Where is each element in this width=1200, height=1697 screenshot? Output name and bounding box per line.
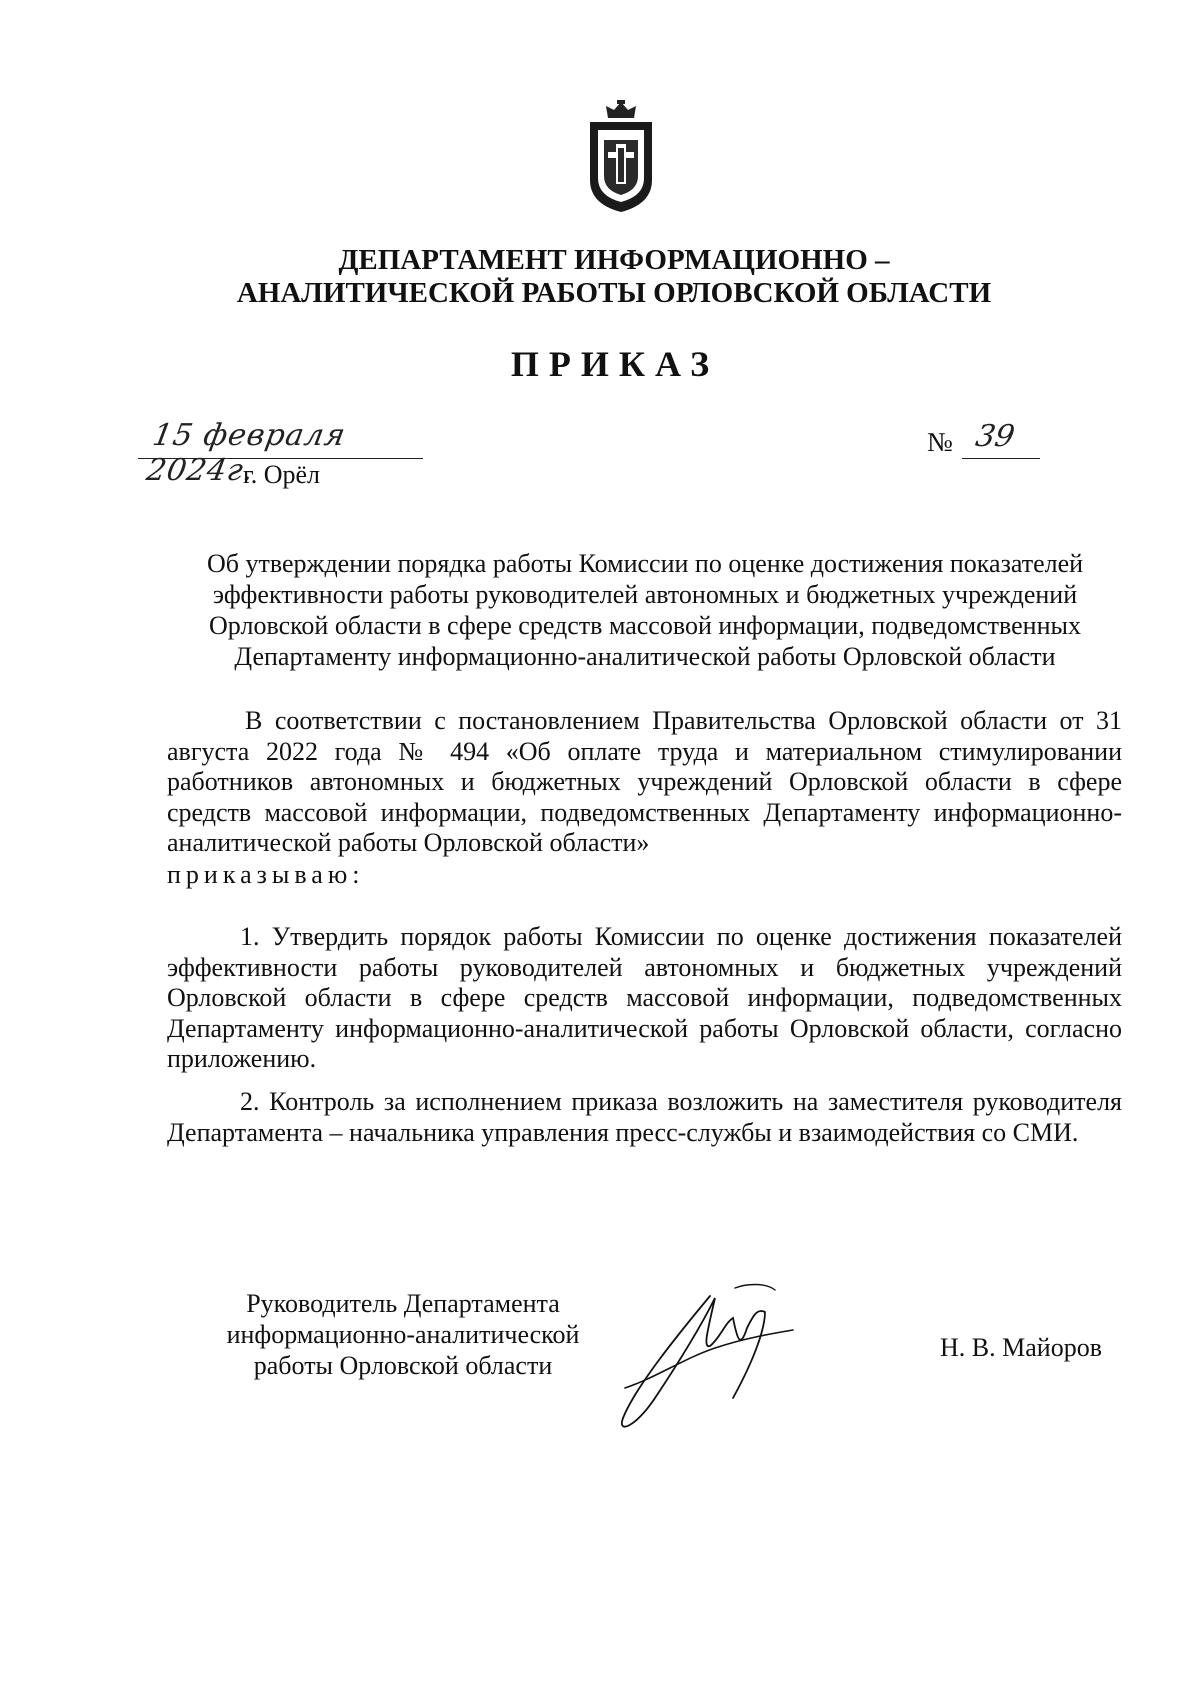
number-underline <box>962 458 1040 459</box>
order-item-1: 1. Утвердить порядок работы Комиссии по оценке достижения показателей эффективности работы руководителей автономных и бюджетных учреждений Орловской области в сфере средств массовой информации, подведомственных Департаменту информационно-аналитической работы Орловской области, согласно приложению. <box>167 922 1122 1073</box>
signatory-title-line2: информационно-аналитической <box>226 1320 580 1349</box>
department-name-line1: ДЕПАРТАМЕНТ ИНФОРМАЦИОННО – <box>338 244 890 276</box>
document-type-title: ПРИКАЗ <box>510 344 720 384</box>
signatory-title <box>213 1288 593 1381</box>
signatory-title-line3: работы Орловской области <box>253 1351 553 1380</box>
document-subject: Об утверждении порядка работы Комиссии по оценке достижения показателей эффективности работы руководителей автономных и бюджетных учреждений Орловской области в сфере средств массовой информации, подведомственных Департаменту информационно-аналитической работы Орловской области <box>206 549 1084 671</box>
number-label: № <box>927 427 953 457</box>
order-word: приказываю: <box>167 860 365 889</box>
handwritten-signature <box>615 1278 845 1438</box>
signatory-title-line1: Руководитель Департамента <box>246 1289 560 1318</box>
order-item-2: 2. Контроль за исполнением приказа возложить на заместителя руководителя Департамента – начальника управления пресс-службы и взаимодействия со СМИ. <box>167 1087 1122 1147</box>
document-number: 39 <box>972 419 1018 454</box>
coat-of-arms-icon <box>584 100 658 212</box>
signatory-name: Н. В. Майоров <box>940 1333 1102 1362</box>
document-city: г. Орёл <box>243 460 321 489</box>
date-underline <box>138 458 423 459</box>
department-name-line2: АНАЛИТИЧЕСКОЙ РАБОТЫ ОРЛОВСКОЙ ОБЛАСТИ <box>236 277 992 309</box>
preamble-paragraph: В соответствии с постановлением Правительства Орловской области от 31 августа 2022 года № 494 «Об оплате труда и материальном стимулировании работников автономных и бюджетных учреждений Орловской области в сфере средств массовой информации, подведомственных Департаменту информационно-аналитической работы Орловской области» <box>167 706 1122 857</box>
document-date: 15 февраля 2024г. <box>143 418 349 488</box>
